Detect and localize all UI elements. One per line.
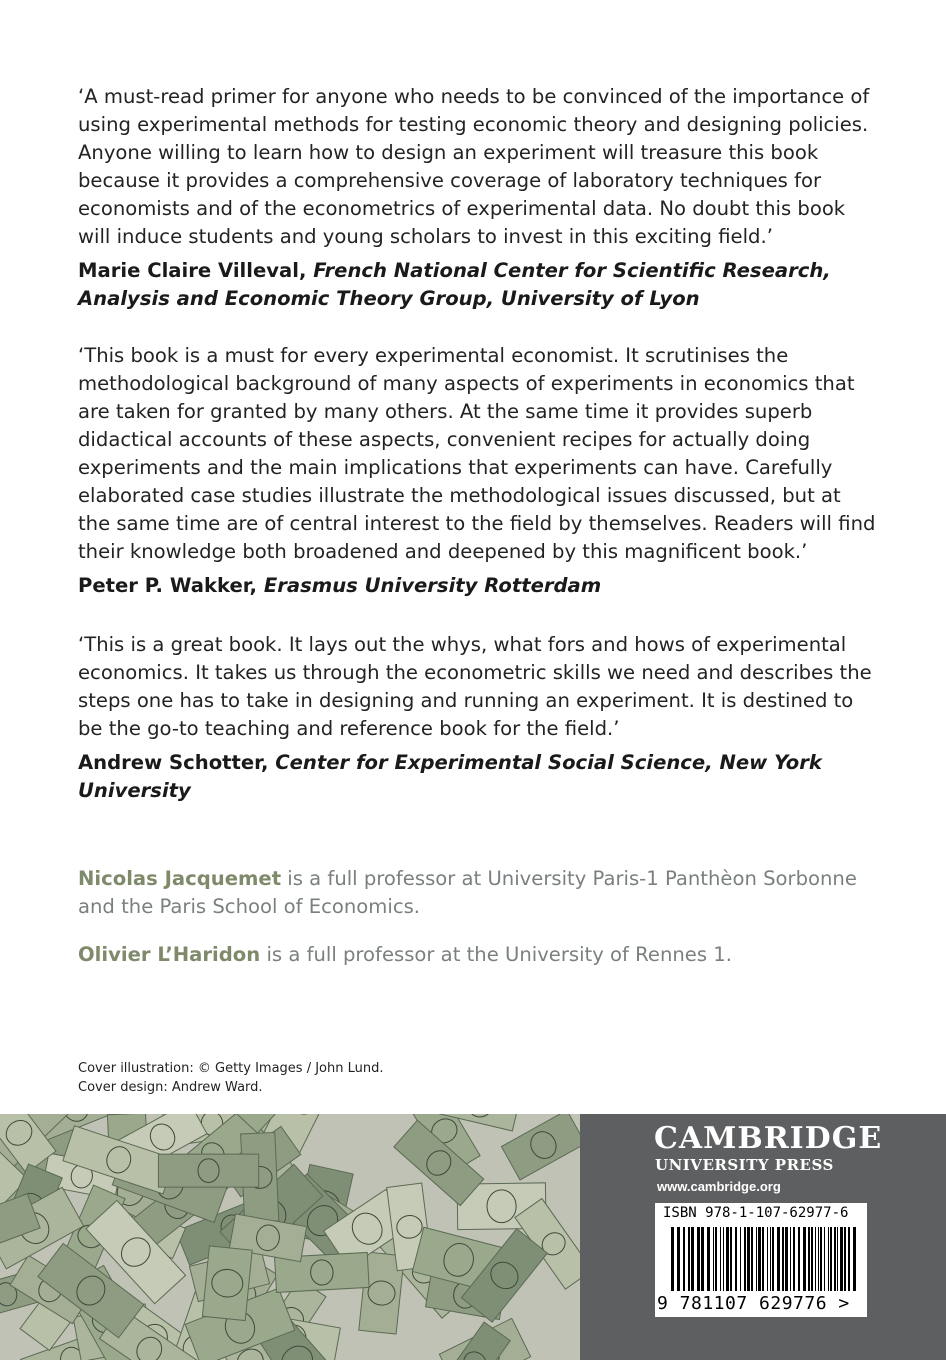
reviewer-affiliation: Center for Experimental Social Science, New York University [78, 751, 822, 802]
barcode-bar [803, 1227, 806, 1291]
isbn-barcode [655, 1203, 867, 1317]
barcode-bar [772, 1227, 774, 1291]
publisher-logo: CAMBRIDGE [654, 1121, 883, 1156]
barcode-bar [785, 1227, 788, 1291]
barcode-bar [824, 1227, 825, 1291]
barcode-bar [770, 1227, 771, 1291]
reviewer-name: Andrew Schotter, [78, 751, 269, 774]
barcode-bar [740, 1227, 741, 1291]
ean-digits: 9 781107 629776 > [657, 1293, 850, 1314]
barcode-bar [713, 1227, 714, 1291]
barcode-bar [798, 1227, 800, 1291]
barcode-bar [767, 1227, 768, 1291]
banknotes-image [0, 1114, 580, 1360]
barcode-bar [828, 1227, 829, 1291]
review-3 [78, 631, 878, 805]
barcode-bar [697, 1227, 700, 1291]
review-attribution [78, 257, 878, 313]
design-credit: Cover design: Andrew Ward. [78, 1080, 263, 1095]
review-quote: ‘This book is a must for every experimental economist. It scrutinises the methodological background of many aspects of experiments in economics that are taken for granted by many others. At the same time it provides superb didactical accounts of these aspects, convenient recipes for actually doing experiments and the main implications that experiments can have. Carefully elaborated case studies illustrate the methodological issues discussed, but at the same time are of central interest to the field by themselves. Readers will find their knowledge both broadened and deepened by this magnificent book.’ [78, 344, 876, 563]
barcode-bar [751, 1227, 753, 1291]
barcode-bar [720, 1227, 721, 1291]
barcode-bar [756, 1227, 757, 1291]
author-name: Olivier L’Haridon [78, 943, 261, 966]
review-2 [78, 342, 878, 600]
review-attribution [78, 572, 878, 600]
barcode-bar [777, 1227, 780, 1291]
author-bio [78, 941, 898, 969]
reviewer-name: Marie Claire Villeval, [78, 259, 307, 282]
barcode-bar [683, 1227, 685, 1291]
barcode-bar [834, 1227, 836, 1291]
barcode-bar [735, 1227, 737, 1291]
barcode-bar [793, 1227, 795, 1291]
barcode-bar [762, 1227, 764, 1291]
publisher-website: www.cambridge.org [657, 1179, 781, 1194]
barcode-bar [758, 1227, 761, 1291]
cover-credits [78, 1059, 384, 1097]
review-quote: ‘A must-read primer for anyone who needs to be convinced of the importance of using experimental methods for testing economic theory and designing policies. Anyone willing to learn how to design an experiment will treasure this book because it provides a comprehensive coverage of laboratory techniques for economists and of the econometrics of experimental data. No doubt this book will induce students and young scholars to invest in this exciting field.’ [78, 85, 870, 248]
barcode-bar [707, 1227, 710, 1291]
author-bio [78, 865, 898, 921]
publisher-subtitle: UNIVERSITY PRESS [655, 1156, 834, 1174]
barcode-bar [782, 1227, 784, 1291]
author-name: Nicolas Jacquemet [78, 867, 282, 890]
barcode-bar [744, 1227, 746, 1291]
review-1 [78, 83, 878, 313]
barcode-bar [715, 1227, 717, 1291]
barcode-bar [730, 1227, 732, 1291]
isbn-label: ISBN 978-1-107-62977-6 [663, 1205, 849, 1221]
reviewer-affiliation: French National Center for Scientific Research, Analysis and Economic Theory Group, University of Lyon [78, 259, 831, 310]
barcode-bar [726, 1227, 729, 1291]
barcode-bar [848, 1227, 850, 1291]
reviewer-affiliation: Erasmus University Rotterdam [263, 574, 602, 597]
barcode-bar [853, 1227, 856, 1291]
barcode-bar [830, 1227, 832, 1291]
review-attribution [78, 749, 878, 805]
review-quote: ‘This is a great book. It lays out the whys, what fors and hows of experimental economics. It takes us through the econometric skills we need and describes the steps one has to take in designing and running an experiment. It is destined to be the go-to teaching and reference book for the field.’ [78, 633, 872, 740]
barcode-bar [671, 1227, 674, 1291]
reviewer-name: Peter P. Wakker, [78, 574, 258, 597]
barcode-bar [808, 1227, 810, 1291]
barcode-bar [844, 1227, 846, 1291]
money-illustration [0, 1114, 580, 1360]
author-bio-text: is a full professor at University Paris-1 Panthèon Sorbonne and the Paris School of Economics. [78, 867, 857, 918]
barcode-bar [820, 1227, 822, 1291]
barcode-bar [818, 1227, 819, 1291]
barcode-bar [811, 1227, 813, 1291]
barcode-bar [701, 1227, 704, 1291]
barcode-bar [840, 1227, 843, 1291]
illustration-credit: Cover illustration: © Getty Images / John Lund. [78, 1061, 384, 1076]
barcode-bar [815, 1227, 816, 1291]
barcode-bar [747, 1227, 750, 1291]
barcode-bar [837, 1227, 838, 1291]
barcode-bar [677, 1227, 680, 1291]
banknote [202, 1246, 252, 1321]
author-bio-text: is a full professor at the University of Rennes 1. [260, 943, 732, 966]
barcode-bar [691, 1227, 694, 1291]
barcode-bar [723, 1227, 724, 1291]
barcode-bar [790, 1227, 791, 1291]
barcode-bar [688, 1227, 690, 1291]
